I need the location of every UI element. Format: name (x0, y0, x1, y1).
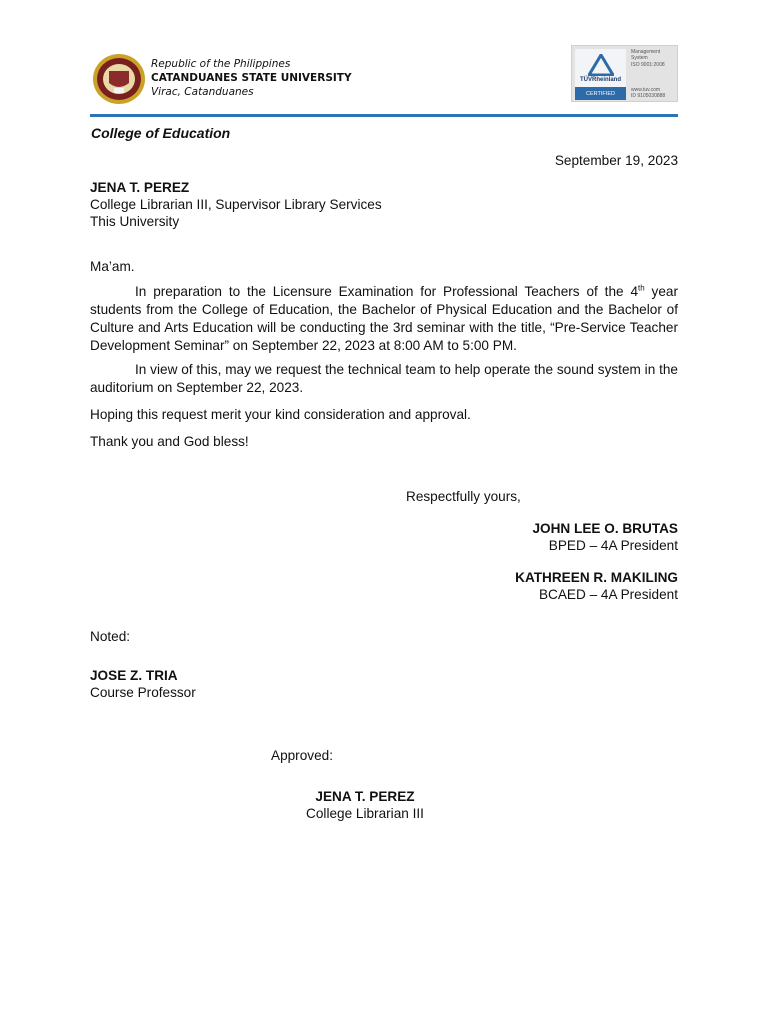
signatory-1 (532, 520, 678, 554)
university-name: CATANDUANES STATE UNIVERSITY (151, 72, 352, 84)
cert-line1: Management (631, 49, 661, 55)
paragraph-1-a: In preparation to the Licensure Examination for Professional Teachers of the 4 (135, 284, 638, 299)
paragraph-3: Hoping this request merit your kind consideration and approval. (90, 407, 471, 422)
recipient-name: JENA T. PEREZ (90, 180, 190, 195)
recipient-block (90, 179, 382, 230)
approved-label: Approved: (271, 748, 333, 763)
cert-brand: TÜVRheinland (579, 77, 621, 83)
country-line: Republic of the Philippines (151, 58, 291, 70)
triangle-icon (588, 54, 614, 76)
signatory-2-name: KATHREEN R. MAKILING (515, 570, 678, 585)
cert-badge-label: CERTIFIED (586, 91, 615, 97)
salutation: Ma’am. (90, 259, 135, 274)
approved-position: College Librarian III (306, 806, 424, 821)
recipient-title: College Librarian III, Supervisor Library Services (90, 197, 382, 212)
cert-id: ID 9105030888 (631, 93, 666, 99)
university-address: Virac, Catanduanes (151, 86, 254, 98)
cert-standard: ISO 9001:2008 (631, 62, 665, 68)
cert-url: www.tuv.com (631, 87, 661, 93)
noted-block (90, 667, 196, 701)
noted-position: Course Professor (90, 685, 196, 700)
approved-block (265, 788, 465, 822)
university-seal (92, 53, 146, 105)
paragraph-1 (90, 283, 678, 355)
ordinal-suffix: th (638, 283, 645, 293)
iso-certification-badge (571, 45, 678, 102)
paragraph-4: Thank you and God bless! (90, 434, 249, 449)
cert-line2: System (631, 55, 648, 61)
tuv-logo (575, 49, 626, 100)
closing: Respectfully yours, (406, 489, 521, 504)
approved-name: JENA T. PEREZ (315, 789, 415, 804)
letter-date: September 19, 2023 (554, 153, 678, 168)
noted-label: Noted: (90, 629, 131, 644)
signatory-2 (515, 569, 678, 603)
signatory-1-name: JOHN LEE O. BRUTAS (532, 521, 678, 536)
noted-name: JOSE Z. TRIA (90, 668, 178, 683)
signatory-2-position: BCAED – 4A President (538, 587, 678, 602)
paragraph-1-b: year students from the College of Education, the Bachelor of Physical Education and the Bachelor of Culture and Arts Education will be conducting the 3rd seminar with the title, “Pre-Service Teacher Development Seminar” on September 22, 2023 at 8:00 AM to 5:00 PM. (90, 284, 678, 353)
paragraph-2: In view of this, may we request the technical team to help operate the sound system in the auditorium on September 22, 2023. (90, 362, 678, 395)
letterhead (151, 57, 352, 99)
header-divider (90, 114, 678, 117)
college-name: College of Education (91, 125, 231, 141)
signatory-1-position: BPED – 4A President (548, 538, 678, 553)
recipient-office: This University (90, 214, 180, 229)
